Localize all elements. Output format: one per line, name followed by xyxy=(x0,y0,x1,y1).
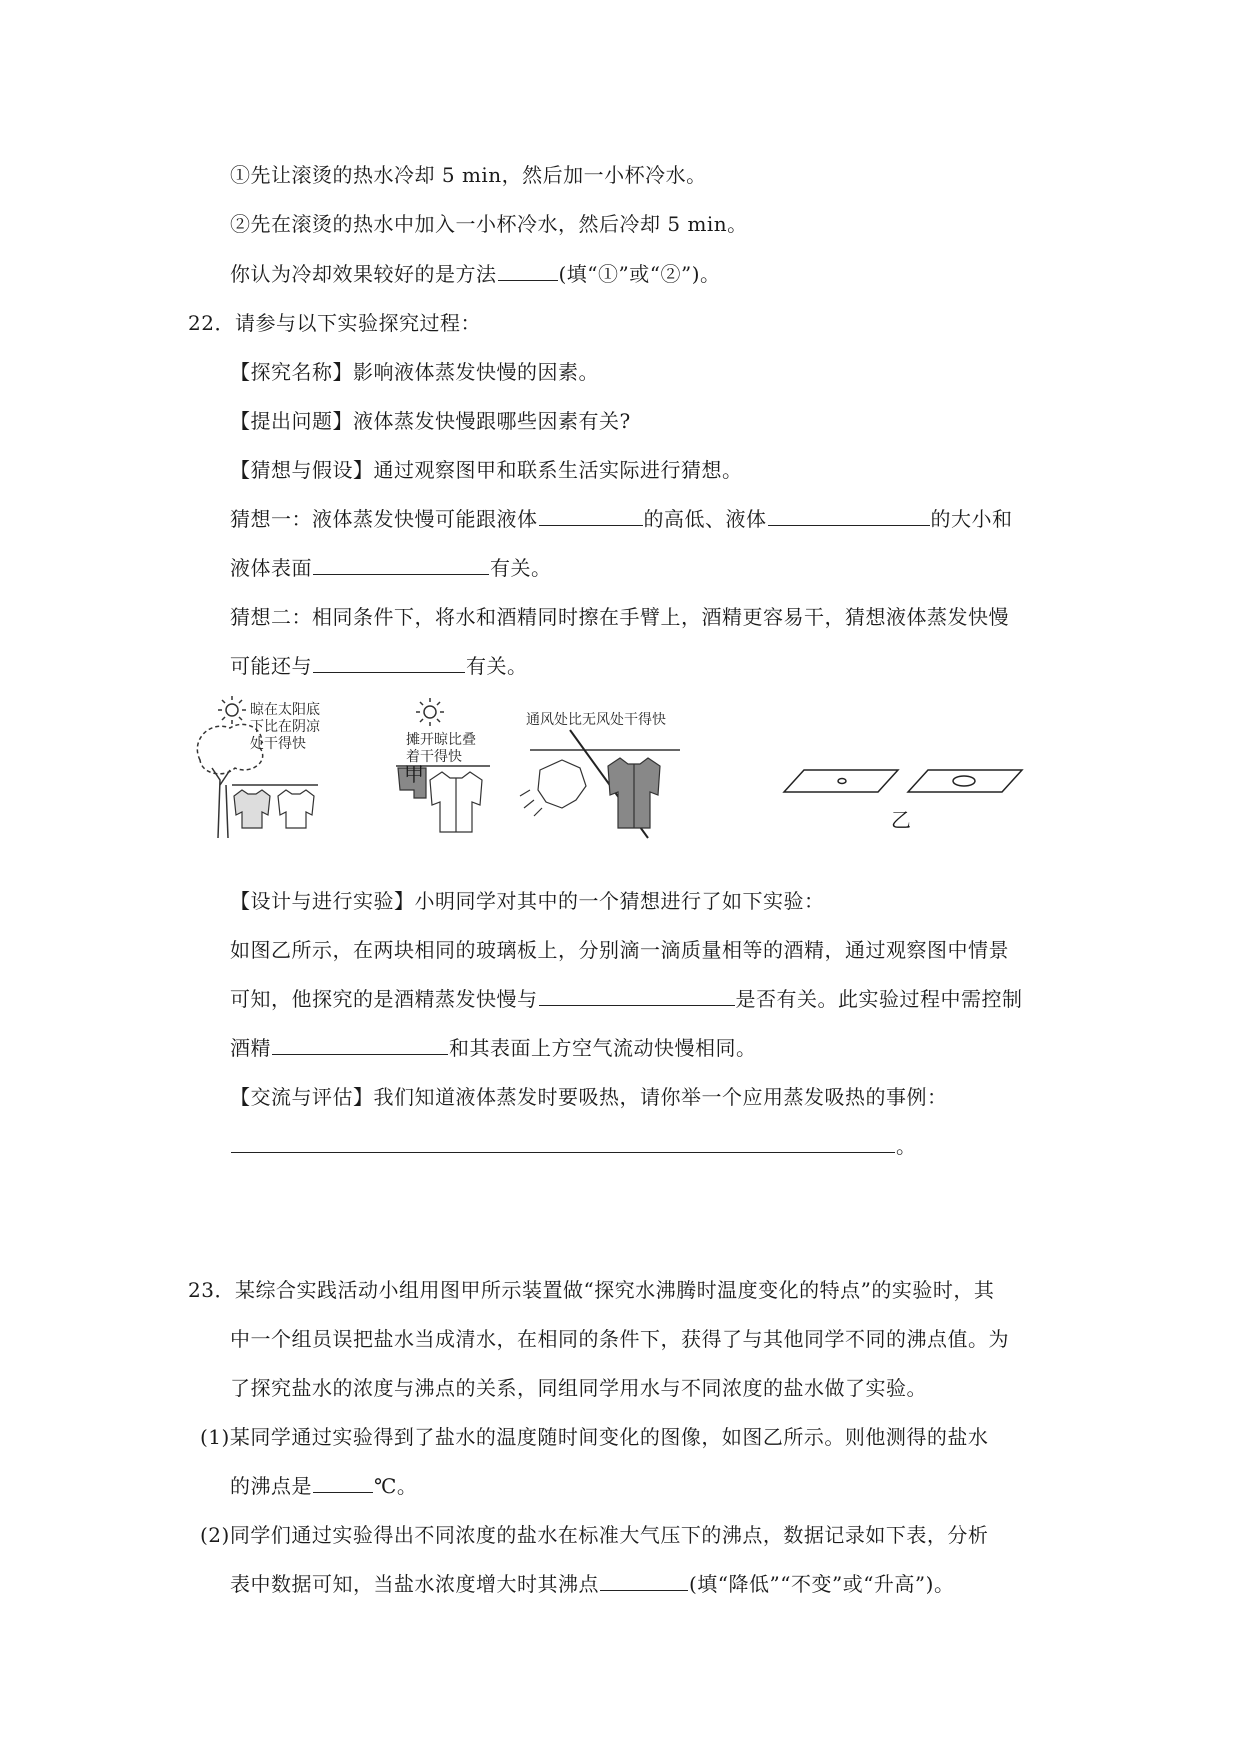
q21-question-hint: (填“①”或“②”)。 xyxy=(558,262,721,286)
q22-intro: 请参与以下实验探究过程： xyxy=(234,311,481,335)
q23-line-3: 了探究盐水的浓度与沸点的关系，同组同学用水与不同浓度的盐水做了实验。 xyxy=(230,1376,927,1400)
q22-hypothesis: 【猜想与假设】通过观察图甲和联系生活实际进行猜想。 xyxy=(230,458,743,482)
q23-part-1-cont xyxy=(230,1472,417,1500)
sun-icon xyxy=(218,696,246,724)
p1-text-c: ℃。 xyxy=(374,1474,418,1498)
q23-text-1: 某综合实践活动小组用图甲所示装置做“探究水沸腾时温度变化的特点”的实验时，其 xyxy=(234,1278,995,1302)
guess1-text-d: 液体表面 xyxy=(230,556,312,580)
fig-jia-label-1c: 处干得快 xyxy=(250,736,306,752)
q22-guess2-cont xyxy=(230,652,528,680)
q22-design-3 xyxy=(230,985,1023,1013)
shirt-icon xyxy=(234,790,314,828)
guess1-text-c: 的大小和 xyxy=(930,507,1013,531)
windblown-shirt-icon xyxy=(520,760,586,816)
q22-exchange: 【交流与评估】我们知道液体蒸发时要吸热，请你举一个应用蒸发吸热的事例： xyxy=(230,1085,948,1109)
guess1-text-e: 有关。 xyxy=(490,556,552,580)
answer-blank[interactable] xyxy=(498,260,558,281)
fig-jia-label-2a: 摊开晾比叠 xyxy=(406,732,476,748)
glass-plate-small-drop xyxy=(784,770,898,792)
q22-guess1-cont xyxy=(230,554,552,582)
q22-guess2: 猜想二：相同条件下，将水和酒精同时擦在手臂上，酒精更容易干，猜想液体蒸发快慢 xyxy=(230,605,1009,629)
design4-text-a: 酒精 xyxy=(230,1036,271,1060)
guess1-text-a: 猜想一：液体蒸发快慢可能跟液体 xyxy=(230,507,538,531)
answer-blank[interactable] xyxy=(539,985,735,1006)
q21-question xyxy=(230,260,721,288)
question-number: 23． xyxy=(188,1278,235,1302)
shirt-icon xyxy=(608,758,660,828)
design3-text-b: 是否有关。此实验过程中需控制 xyxy=(735,987,1023,1011)
design4-text-b: 和其表面上方空气流动快慢相同。 xyxy=(449,1036,757,1060)
figure-jia xyxy=(190,690,690,840)
figure-jia-caption: 甲 xyxy=(404,762,424,786)
question-number: 22． xyxy=(188,311,235,335)
answer-blank[interactable] xyxy=(539,505,643,526)
p2-text-c: (填“降低”“不变”或“升高”)。 xyxy=(689,1572,955,1596)
answer-blank[interactable] xyxy=(313,1472,373,1493)
figure-yi-caption: 乙 xyxy=(891,808,911,832)
q21-question-text: 你认为冷却效果较好的是方法 xyxy=(230,262,497,286)
q22-design-4 xyxy=(230,1034,757,1062)
glass-plate-large-drop xyxy=(908,770,1022,792)
answer-blank[interactable] xyxy=(768,505,930,526)
figure-yi xyxy=(770,760,1040,800)
p1-text-b: 的沸点是 xyxy=(230,1474,312,1498)
fig-jia-label-1b: 下比在阴凉 xyxy=(250,719,320,735)
answer-blank[interactable] xyxy=(600,1570,688,1591)
q22-design: 【设计与进行实验】小明同学对其中的一个猜想进行了如下实验： xyxy=(230,889,825,913)
answer-blank[interactable] xyxy=(231,1132,895,1153)
guess1-text-b: 的高低、液体 xyxy=(643,507,767,531)
answer-blank[interactable] xyxy=(313,652,465,673)
answer-blank[interactable] xyxy=(272,1034,448,1055)
design3-text-a: 可知，他探究的是酒精蒸发快慢与 xyxy=(230,987,538,1011)
q22-design-2: 如图乙所示，在两块相同的玻璃板上，分别滴一滴质量相等的酒精，通过观察图中情景 xyxy=(230,938,1009,962)
fig-jia-label-3: 通风处比无风处干得快 xyxy=(526,712,666,728)
q22-exchange-answer xyxy=(230,1132,917,1160)
answer-blank[interactable] xyxy=(313,554,489,575)
fig-jia-label-1a: 晾在太阳底 xyxy=(250,702,320,718)
q23-line-2: 中一个组员误把盐水当成清水，在相同的条件下，获得了与其他同学不同的沸点值。为 xyxy=(230,1327,1009,1351)
q21-method-1: ①先让滚烫的热水冷却 5 min，然后加一小杯冷水。 xyxy=(230,163,707,187)
q23-part-2-cont xyxy=(230,1570,954,1598)
guess2-text-b: 可能还与 xyxy=(230,654,312,678)
q22-question: 【提出问题】液体蒸发快慢跟哪些因素有关? xyxy=(230,409,631,433)
end-mark: 。 xyxy=(896,1134,917,1158)
q23-part-1: (1)某同学通过实验得到了盐水的温度随时间变化的图像，如图乙所示。则他测得的盐水 xyxy=(200,1425,989,1449)
guess2-text-c: 有关。 xyxy=(466,654,528,678)
q22-header xyxy=(188,309,481,337)
q21-method-2: ②先在滚烫的热水中加入一小杯冷水，然后冷却 5 min。 xyxy=(230,212,748,236)
shirt-icon xyxy=(430,772,482,832)
sun-icon xyxy=(416,698,444,726)
q23-part-2: (2)同学们通过实验得出不同浓度的盐水在标准大气压下的沸点，数据记录如下表，分析 xyxy=(200,1523,989,1547)
p2-text-b: 表中数据可知，当盐水浓度增大时其沸点 xyxy=(230,1572,599,1596)
q22-guess1 xyxy=(230,505,1013,533)
fig-jia-label-2b: 着干得快 xyxy=(406,749,462,765)
q22-name: 【探究名称】影响液体蒸发快慢的因素。 xyxy=(230,360,599,384)
q23-line-1 xyxy=(188,1276,994,1304)
